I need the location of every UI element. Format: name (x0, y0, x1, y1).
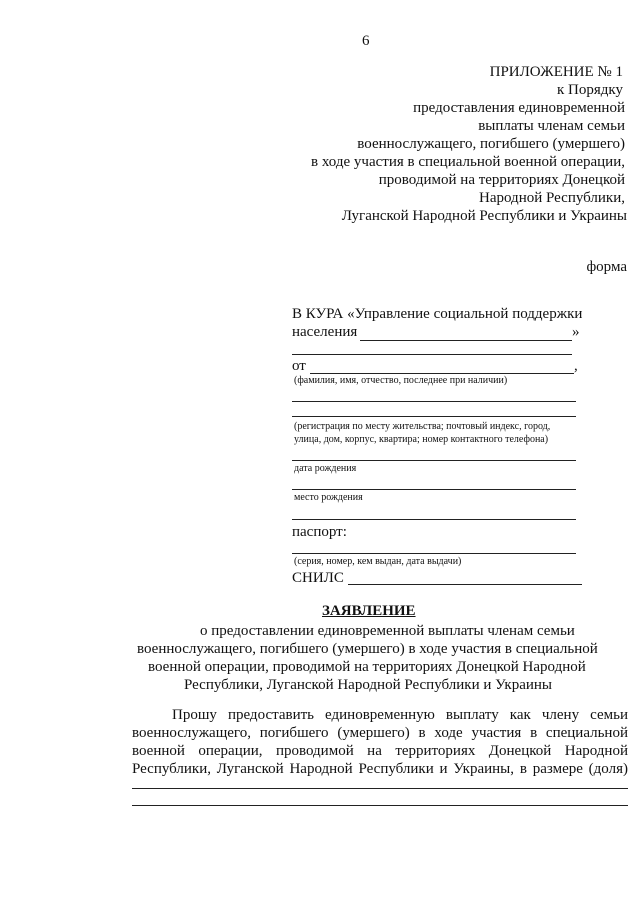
snils-field[interactable] (348, 584, 582, 585)
appendix-line: Луганской Народной Республики и Украины (341, 208, 627, 224)
appendix-line: к Порядку (557, 82, 623, 98)
page-number: 6 (362, 33, 370, 49)
appendix-line: выплаты членам семьи (478, 118, 625, 134)
birth-place-field[interactable] (292, 489, 576, 490)
department-field[interactable] (360, 340, 572, 341)
snils-label: СНИЛС (292, 570, 344, 586)
statement-body-line: военнослужащего, погибшего (умершего) в ходе участия в специальной (132, 725, 628, 741)
appendix-line: Народной Республики, (479, 190, 625, 206)
from-label: от (292, 358, 306, 374)
statement-subtitle-line: о предоставлении единовременной выплаты членам семьи (200, 623, 575, 639)
registration-hint-1: (регистрация по месту жительства; почтовый индекс, город, (294, 421, 551, 432)
statement-subtitle-line: военнослужащего, погибшего (умершего) в ходе участия в специальной (137, 641, 598, 657)
fio-hint: (фамилия, имя, отчество, последнее при наличии) (294, 375, 508, 386)
statement-body-line: военной операции, проводимой на территориях Донецкой Народной (132, 743, 628, 759)
birth-date-field[interactable] (292, 460, 576, 461)
passport-field[interactable] (292, 553, 576, 554)
appendix-title: ПРИЛОЖЕНИЕ № 1 (489, 64, 623, 80)
passport-hint: (серия, номер, кем выдан, дата выдачи) (294, 556, 462, 567)
appendix-line: в ходе участия в специальной военной операции, (311, 154, 625, 170)
birth-place-extra-field[interactable] (292, 519, 576, 520)
appendix-line: военнослужащего, погибшего (умершего) (357, 136, 625, 152)
addressee-extra-field[interactable] (292, 354, 572, 355)
statement-subtitle-line: военной операции, проводимой на территориях Донецкой Народной (148, 659, 586, 675)
applicant-extra-field[interactable] (292, 401, 576, 402)
appendix-line: предоставления единовременной (413, 100, 625, 116)
registration-field[interactable] (292, 416, 576, 417)
addressee-line-2-suffix: » (572, 324, 580, 340)
appendix-line: проводимой на территориях Донецкой (378, 172, 625, 188)
amount-extra-field[interactable] (132, 805, 628, 806)
statement-body-line: Прошу предоставить единовременную выплату как члену семьи (172, 707, 628, 723)
statement-body-line: Республики, Луганской Народной Республики и Украины, в размере (доля) (132, 761, 628, 777)
addressee-line-1: В КУРА «Управление социальной поддержки (292, 306, 583, 322)
passport-label: паспорт: (292, 524, 347, 540)
addressee-line-2-prefix: населения (292, 324, 358, 340)
from-suffix: , (574, 358, 578, 374)
registration-hint-2: улица, дом, корпус, квартира; номер контактного телефона) (294, 434, 549, 445)
form-label: форма (586, 259, 627, 275)
statement-subtitle-line: Республики, Луганской Народной Республики и Украины (184, 677, 552, 693)
birth-date-label: дата рождения (294, 463, 357, 474)
statement-title: ЗАЯВЛЕНИЕ (322, 603, 416, 619)
birth-place-label: место рождения (294, 492, 363, 503)
applicant-name-field[interactable] (310, 373, 574, 374)
amount-field[interactable] (132, 788, 628, 789)
